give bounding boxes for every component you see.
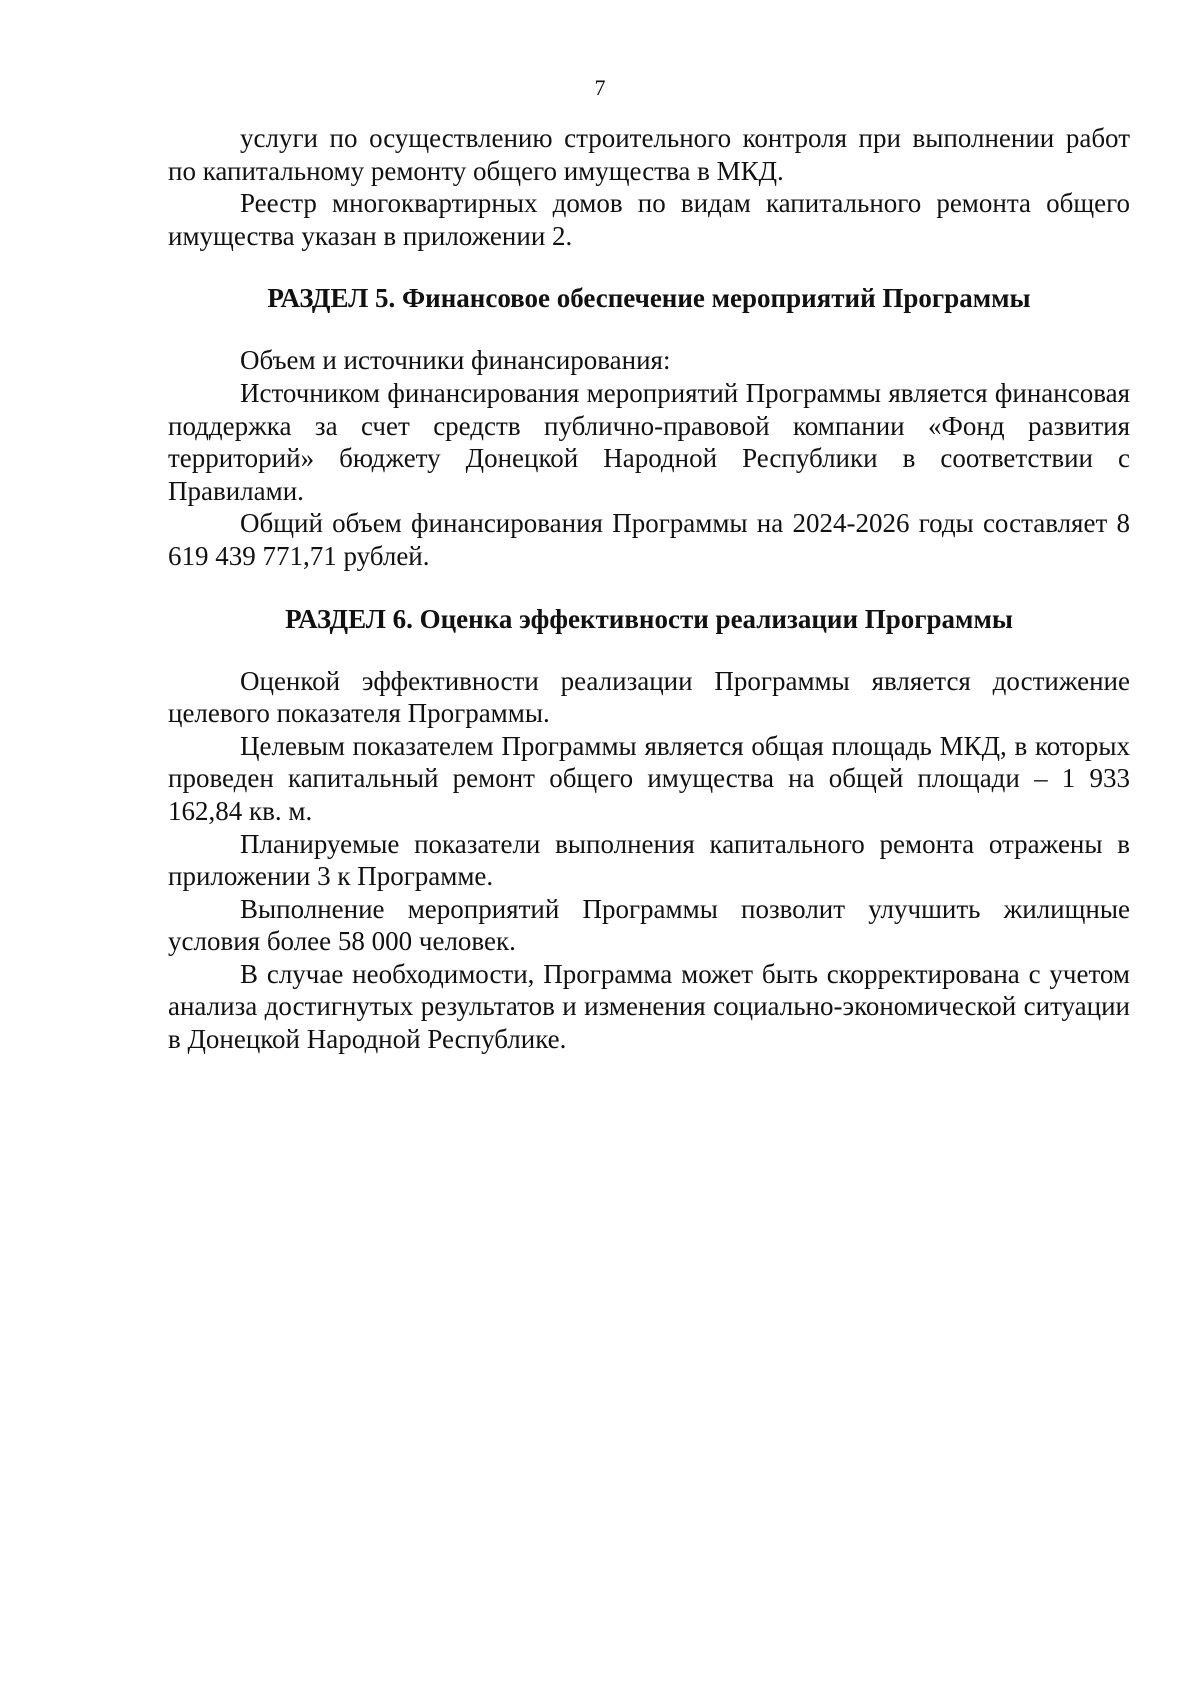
paragraph: Источником финансирования мероприятий Программы является финансовая поддержка за счет средств публично-правовой компании «Фонд развития территорий» бюджету Донецкой Народной Республики в соответствии с Правилами. xyxy=(168,377,1130,506)
paragraph: Целевым показателем Программы является общая площадь МКД, в которых проведен капитальный ремонт общего имущества на общей площади – 1 933 162,84 кв. м. xyxy=(168,730,1130,826)
paragraph: Реестр многоквартирных домов по видам капитального ремонта общего имущества указан в приложении 2. xyxy=(168,188,1130,251)
document-body xyxy=(168,122,1130,1056)
paragraph: Оценкой эффективности реализации Программы является достижение целевого показателя Программы. xyxy=(168,665,1130,729)
paragraph: Объем и источники финансирования: xyxy=(240,345,671,376)
page-number: 7 xyxy=(594,75,606,100)
section-5-title: РАЗДЕЛ 5. Финансовое обеспечение мероприятий Программы xyxy=(267,283,1031,314)
paragraph: Общий объем финансирования Программы на 2024-2026 годы составляет 8 619 439 771,71 рублей. xyxy=(168,508,1130,571)
paragraph: В случае необходимости, Программа может быть скорректирована с учетом анализа достигнутых результатов и изменения социально-экономической ситуации в Донецкой Народной Республике. xyxy=(168,958,1130,1055)
paragraph: Планируемые показатели выполнения капитального ремонта отражены в приложении 3 к Программе. xyxy=(168,828,1130,892)
paragraph: Выполнение мероприятий Программы позволит улучшить жилищные условия более 58 000 человек. xyxy=(168,893,1130,957)
section-6-title: РАЗДЕЛ 6. Оценка эффективности реализации Программы xyxy=(285,603,1013,634)
paragraph: услуги по осуществлению строительного контроля при выполнении работ по капитальному ремонту общего имущества в МКД. xyxy=(168,123,1130,186)
